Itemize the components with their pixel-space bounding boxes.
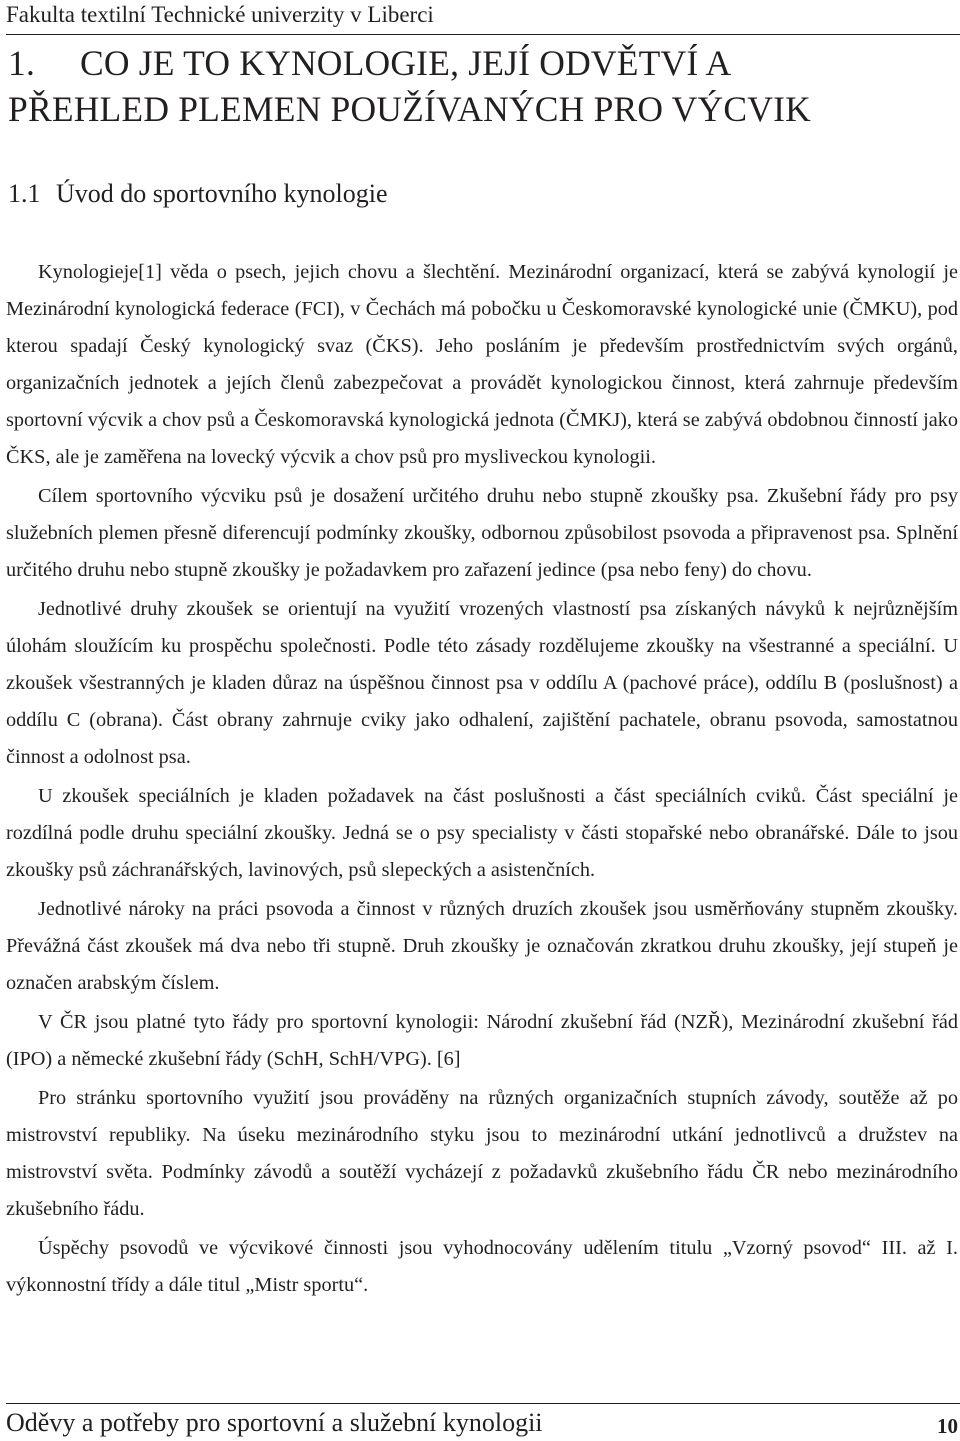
chapter-title	[8, 40, 953, 132]
section-title-text: Úvod do sportovního kynologie	[56, 179, 388, 208]
paragraph: Cílem sportovního výcviku psů je dosažení určitého druhu nebo stupně zkoušky psa. Zkušební řády pro psy služebních plemen přesně diferencují podmínky zkoušky, odbornou způsobilost psovoda a připravenost psa. Splnění určitého druhu nebo stupně zkoušky je požadavkem pro zařazení jedince (psa nebo feny) do chovu.	[6, 485, 958, 581]
paragraph: Kynologieje[1] věda o psech, jejich chovu a šlechtění. Mezinárodní organizací, která se zabývá kynologií je Mezinárodní kynologická federace (FCI), v Čechách má pobočku u Českomoravské kynologické unie (ČMKU), pod kterou spadají Český kynologický svaz (ČKS). Jeho posláním je především prostřednictvím svých orgánů, organizačních jednotek a jejích členů zabezpečovat a provádět kynologickou činnost, která zahrnuje především sportovní výcvik a chov psů a Českomoravská kynologická jednota (ČMKJ), která se zabývá obdobnou činností jako ČKS, ale je zaměřena na lovecký výcvik a chov psů pro mysliveckou kynologii.	[6, 261, 958, 468]
chapter-title-line-2: PŘEHLED PLEMEN POUŽÍVANÝCH PRO VÝCVIK	[8, 89, 811, 129]
running-header: Fakulta textilní Technické univerzity v Liberci	[6, 2, 434, 27]
paragraph: Pro stránku sportovního využití jsou prováděny na různých organizačních stupních závody, soutěže až po mistrovství republiky. Na úseku mezinárodního styku jsou to mezinárodní utkání jednotlivců a družstev na mistrovství světa. Podmínky závodů a soutěží vycházejí z požadavků zkušebního řádu ČR nebo mezinárodního zkušebního řádu.	[6, 1087, 958, 1220]
section-title	[8, 177, 388, 211]
paragraph: Jednotlivé druhy zkoušek se orientují na využití vrozených vlastností psa získaných návyků k nejrůznějším úlohám sloužícím ku prospěchu společnosti. Podle této zásady rozdělujeme zkoušky na všestranné a speciální. U zkoušek všestranných je kladen důraz na úspěšnou činnost psa v oddílu A (pachové práce), oddílu B (poslušnost) a oddílu C (obrana). Část obrany zahrnuje cviky jako odhalení, zajištění pachatele, obranu psovoda, samostatnou činnost a odolnost psa.	[6, 598, 958, 768]
footer-divider	[6, 1403, 960, 1404]
paragraph: Úspěchy psovodů ve výcvikové činnosti jsou vyhodnocovány udělením titulu „Vzorný psovod“ III. až I. výkonnostní třídy a dále titul „Mistr sportu“.	[6, 1237, 958, 1296]
section-number: 1.1	[8, 179, 41, 208]
header-divider	[6, 34, 960, 35]
paragraph: U zkoušek speciálních je kladen požadavek na část poslušnosti a část speciálních cviků. Část speciální je rozdílná podle druhu speciální zkoušky. Jedná se o psy specialisty v části stopařské nebo obranářské. Dále to jsou zkoušky psů záchranářských, lavinových, psů slepeckých a asistenčních.	[6, 785, 958, 881]
body-text	[6, 254, 958, 1306]
paragraph: Jednotlivé nároky na práci psovoda a činnost v různých druzích zkoušek jsou usměrňovány stupněm zkoušky. Převážná část zkoušek má dva nebo tři stupně. Druh zkoušky je označován zkratkou druhu zkoušky, její stupeň je označen arabským číslem.	[6, 898, 958, 994]
page-number: 10	[937, 1414, 958, 1438]
paragraph: V ČR jsou platné tyto řády pro sportovní kynologii: Národní zkušební řád (NZŘ), Mezinárodní zkušební řád (IPO) a německé zkušební řády (SchH, SchH/VPG). [6]	[6, 1011, 958, 1070]
chapter-title-line-1: CO JE TO KYNOLOGIE, JEJÍ ODVĚTVÍ A	[80, 43, 732, 83]
footer-title: Oděvy a potřeby pro sportovní a služební kynologii	[6, 1408, 543, 1437]
chapter-number: 1.	[8, 43, 36, 83]
